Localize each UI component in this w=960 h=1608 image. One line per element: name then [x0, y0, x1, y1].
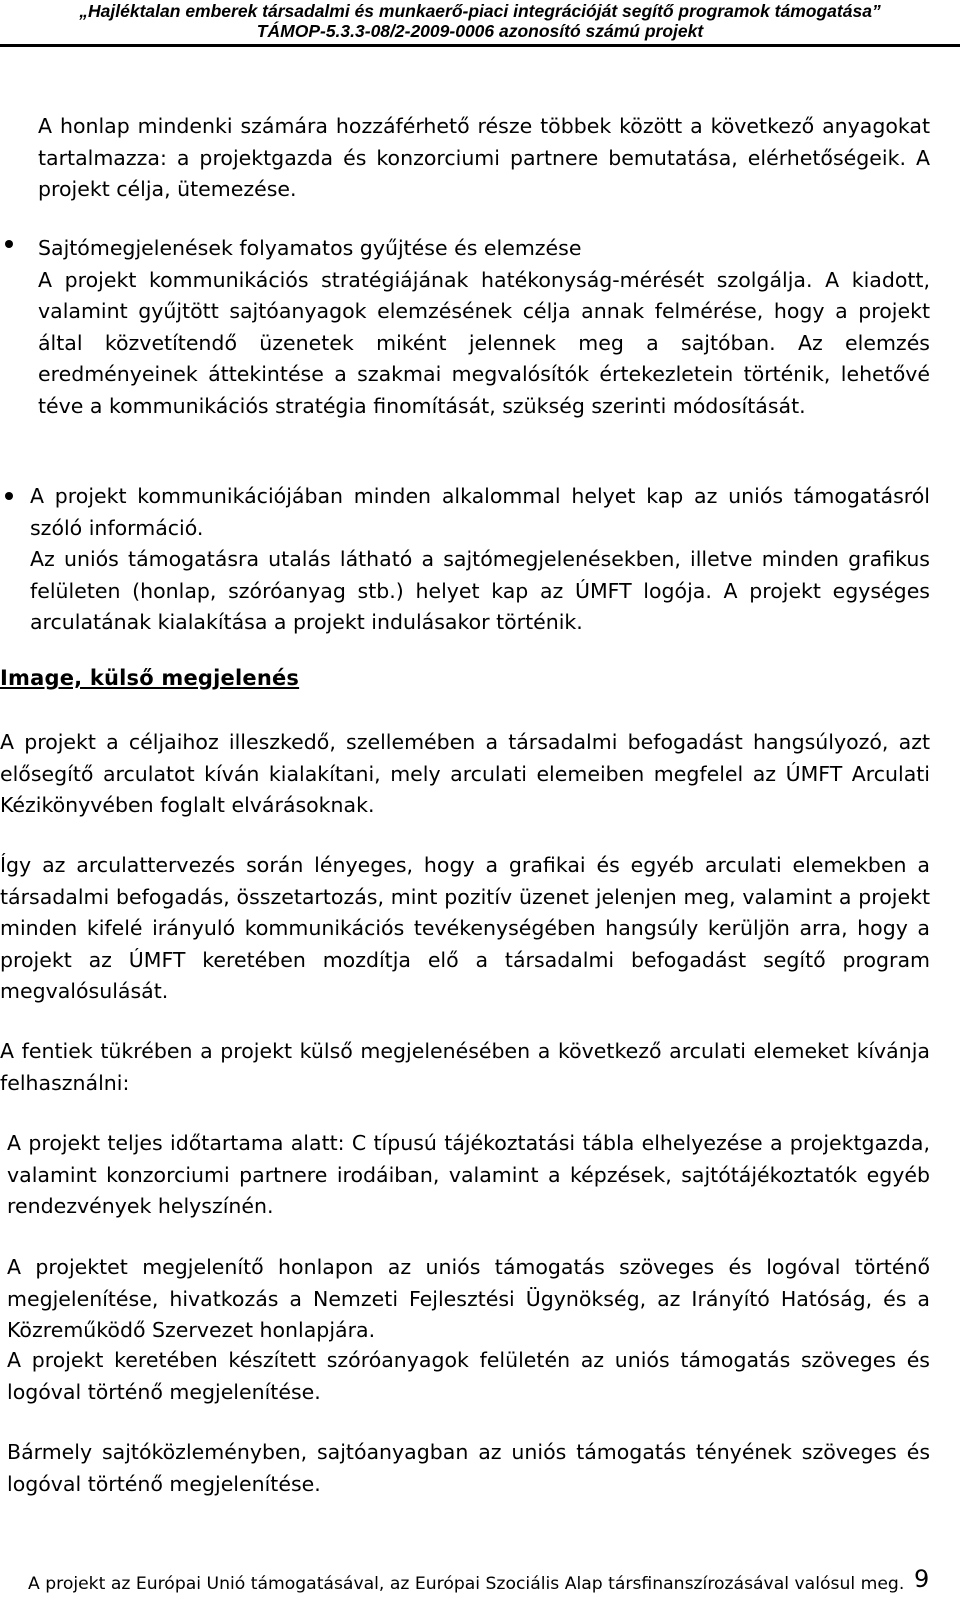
page-footer: A projekt az Európai Unió támogatásával, az Európai Szociális Alap társfinanszírozásával valósul meg. [28, 1574, 905, 1594]
bullet-item-press [38, 233, 930, 422]
paragraph: A projekt a céljaihoz illeszkedő, szellemében a társadalmi befogadást hangsúlyozó, azt elősegítő arculatot kíván kialakítani, mely arculati elemeiben megfelel az ÚMFT Arculati Kézikönyvében foglalt elvárásoknak. [0, 730, 930, 817]
bullet-marker [5, 240, 13, 248]
section-heading: Image, külső megjelenés [0, 666, 300, 690]
paragraph: A projektet megjelenítő honlapon az uniós támogatás szöveges és logóval történő megjelenítése, hivatkozás a Nemzeti Fejlesztési Ügynökség, az Irányító Hatóság, és a Közreműködő Szervezet honlapjára. [7, 1255, 930, 1342]
bullet-title: A projekt kommunikációjában minden alkalommal helyet kap az uniós támogatásról szóló információ. [30, 484, 930, 540]
paragraph: Így az arculattervezés során lényeges, hogy a grafikai és egyéb arculati elemekben a társadalmi befogadás, összetartozás, mint pozitív üzenet jelenjen meg, valamint a projekt minden kifelé irányuló kommunikációs tevékenységében hangsúly kerüljön arra, hogy a projekt az ÚMFT keretében mozdítja elő a társadalmi befogadást segítő program megvalósulását. [0, 853, 930, 1003]
bullet-body: A projekt kommunikációs stratégiájának hatékonyság-mérését szolgálja. A kiadott, valamint gyűjtött sajtóanyagok elemzésének célja annak felmérése, hogy a projekt által közvetítendő üzenetek miként jelennek meg a sajtóban. Az elemzés eredményeinek áttekintése a szakmai megvalósítók értekezletein történik, lehetővé téve a kommunikációs stratégia finomítását, szükség szerinti módosítását. [38, 267, 930, 418]
bullet-marker [5, 492, 13, 500]
header-project-title: „Hajléktalan emberek társadalmi és munkaerő-piaci integrációját segítő programok támogatása” [79, 1, 881, 21]
bullet-title: Sajtómegjelenések folyamatos gyűjtése és elemzése [38, 236, 582, 260]
paragraph: A projekt teljes időtartama alatt: C típusú tájékoztatási tábla elhelyezése a projektgazda, valamint konzorciumi partnere irodáiban, valamint a képzések, sajtótájékoztatók egyéb rendezvények helyszínén. [7, 1131, 930, 1218]
intro-paragraph: A honlap mindenki számára hozzáférhető része többek között a következő anyagokat tartalmazza: a projektgazda és konzorciumi partnere bemutatása, elérhetőségeik. A projekt célja, ütemezése. [38, 114, 930, 201]
paragraph: A fentiek tükrében a projekt külső megjelenésében a következő arculati elemeket kívánja felhasználni: [0, 1039, 930, 1095]
page-number: 9 [914, 1565, 930, 1593]
header-project-id: TÁMOP-5.3.3-08/2-2009-0006 azonosító számú projekt [256, 21, 704, 41]
header-rule [0, 44, 960, 47]
paragraph: Bármely sajtóközleményben, sajtóanyagban az uniós támogatás tényének szöveges és logóval történő megjelenítése. [7, 1440, 930, 1496]
paragraph: A projekt keretében készített szóróanyagok felületén az uniós támogatás szöveges és logóval történő megjelenítése. [7, 1348, 930, 1404]
bullet-item-eu-support [30, 481, 930, 639]
bullet-body: Az uniós támogatásra utalás látható a sajtómegjelenésekben, illetve minden grafikus felületen (honlap, szóróanyag stb.) helyet kap az ÚMFT logója. A projekt egységes arculatának kialakítása a projekt indulásakor történik. [30, 547, 930, 634]
